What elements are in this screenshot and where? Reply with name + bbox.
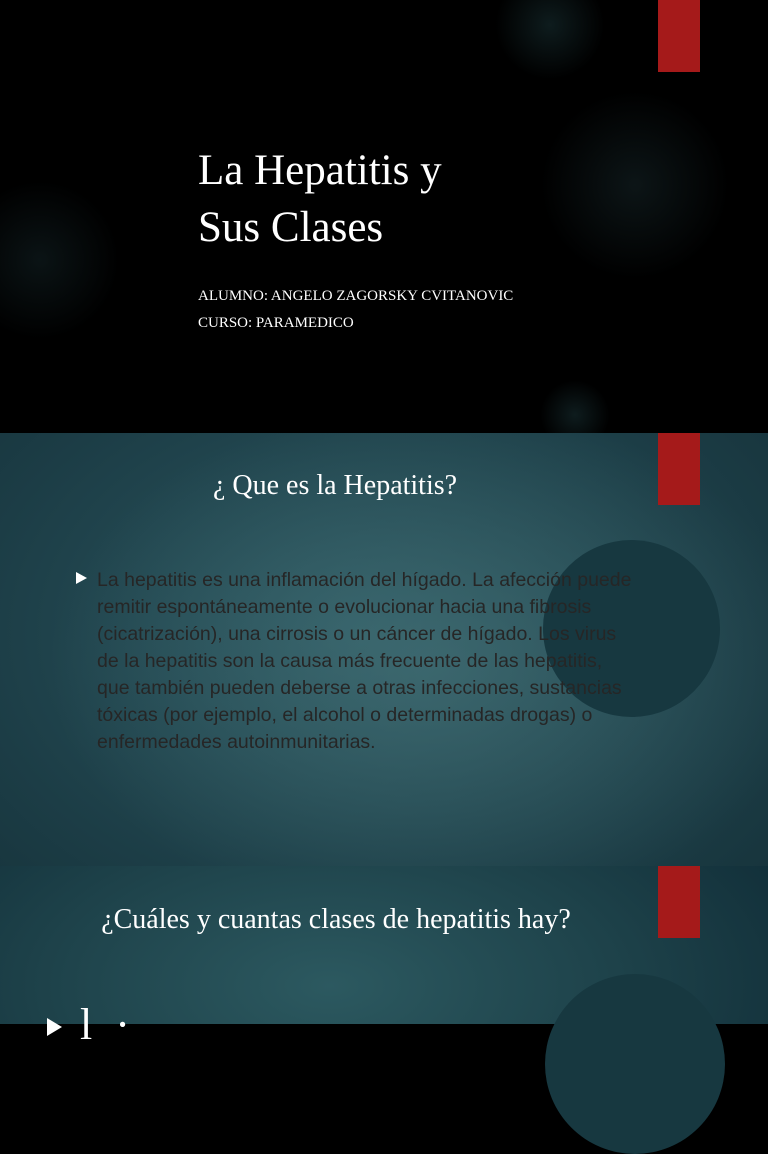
bullet-arrow-icon (76, 572, 87, 584)
bullet-arrow-icon (47, 1018, 62, 1036)
bokeh-circle (495, 0, 605, 80)
red-accent-bar (658, 0, 700, 72)
bokeh-circle (0, 180, 120, 340)
bullet-text: La hepatitis es una inflamación del hígado. La afección puede remitir espontáneamente o evolucionar hacia una fibrosis (cicatrización), una cirrosis o un cáncer de hígado. Los virus de la hepatitis son la causa más frecuente de las hepatitis, que también pueden deberse a otras infecciones, sustancias tóxicas (por ejemplo, el alcohol o determinadas drogas) o enfermedades autoinmunitarias. (97, 569, 632, 753)
slide-title-line2: Sus Clases (198, 204, 384, 251)
types-slide (0, 866, 768, 1049)
course-name: CURSO: PARAMEDICO (198, 315, 354, 331)
definition-slide (0, 433, 768, 866)
slide-heading: ¿Cuáles y cuantas clases de hepatitis hay? (101, 904, 571, 935)
slide-title (198, 142, 442, 256)
slide-title-line1: La Hepatitis y (198, 147, 442, 194)
slide-subtitle (198, 283, 513, 337)
decorative-circle (545, 974, 725, 1154)
slide-heading: ¿ Que es la Hepatitis? (212, 470, 458, 501)
bokeh-circle (540, 90, 730, 280)
student-name: ALUMNO: ANGELO ZAGORSKY CVITANOVIC (198, 288, 514, 304)
title-slide (0, 0, 768, 433)
partial-bullet-text: l · (80, 1000, 136, 1049)
